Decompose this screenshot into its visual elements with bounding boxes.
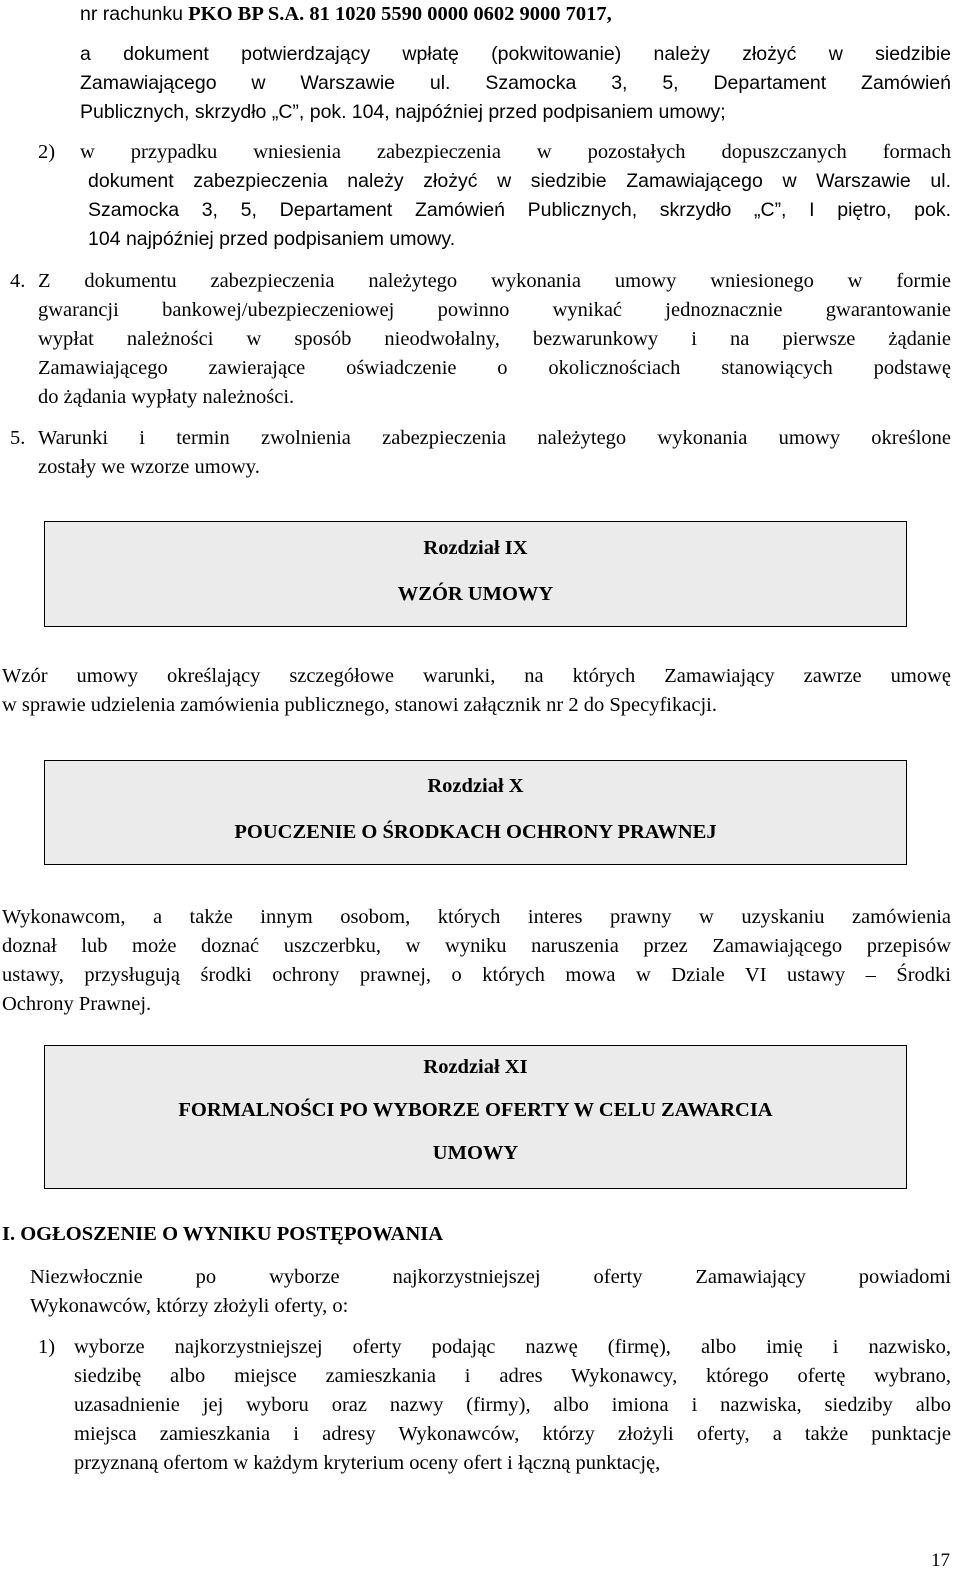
bank-account-paragraph: [80, 0, 951, 29]
point-5-text: Warunki i termin zwolnienia zabezpieczenia należytego wykonania umowy określone zostały we wzorze umowy.: [38, 427, 951, 478]
chapter-11-title: Rozdział XI: [423, 1056, 528, 1078]
item-2-text-cont: dokument zabezpieczenia należy złożyć w siedzibie Zamawiającego w Warszawie ul. Szamocka 3, 5, Departament Zamówień Publicznych, skrzydło „C”, I piętro, pok. 104 najpóźniej przed podpisaniem umowy.: [88, 170, 951, 250]
page-number: 17: [931, 1550, 950, 1571]
chapter-10-box: [44, 760, 907, 865]
chapter-11-subtitle: FORMALNOŚCI PO WYBORZE OFERTY W CELU ZAWARCIA: [178, 1099, 773, 1121]
chapter-9-subtitle: WZÓR UMOWY: [397, 583, 554, 605]
chapter-9-box: [44, 521, 907, 627]
chapter-10-title: Rozdział X: [427, 775, 524, 797]
item-1-text: wyborze najkorzystniejszej oferty podając nazwę (firmę), albo imię i nazwisko, siedzibę albo miejsce zamieszkania i adres Wykonawcy, którego ofertę wybrano, uzasadnienie jej wyboru oraz nazwy (firmy), albo imiona i nazwiska, siedziby albo miejsca zamieszkania i adresy Wykonawców, którzy złożyli oferty, a także punktacje przyznaną ofertom w każdym kryterium oceny ofert i łączną punktację,: [74, 1336, 951, 1474]
account-number: 81 1020 5590 0000 0602 9000 7017,: [309, 3, 612, 25]
item-1-number: 1): [38, 1336, 56, 1358]
chapter-10-subtitle: POUCZENIE O ŚRODKACH OCHRONY PRAWNEJ: [234, 821, 717, 843]
section-1-intro: Niezwłocznie po wyborze najkorzystniejszej oferty Zamawiający powiadomi Wykonawców, którzy złożyli oferty, o:: [30, 1266, 951, 1317]
chapter-11-box: [44, 1045, 907, 1189]
chapter-11-subtitle-cont: UMOWY: [432, 1142, 519, 1164]
chapter-9-title: Rozdział IX: [423, 537, 528, 559]
item-2-text: w przypadku wniesienia zabezpieczenia w pozostałych dopuszczanych formach: [80, 141, 951, 163]
chapter-10-paragraph: Wykonawcom, a także innym osobom, których interes prawny w uzyskaniu zamówienia doznał lub może doznać uszczerbku, w wyniku naruszenia przez Zamawiającego przepisów ustawy, przysługują środki ochrony prawnej, o których mowa w Dziale VI ustawy – Środki Ochrony Prawnej.: [2, 906, 951, 1015]
point-4-text: Z dokumentu zabezpieczenia należytego wykonania umowy wniesionego w formie gwarancji bankowej/ubezpieczeniowej powinno wynikać jednoznacznie gwarantowanie wypłat należności w sposób nieodwołalny, bezwarunkowy i na pierwsze żądanie Zamawiającego zawierające oświadczenie o okolicznościach stanowiących podstawę do żądania wypłaty należności.: [38, 270, 951, 408]
point-5-number: 5.: [10, 427, 26, 449]
receipt-paragraph: a dokument potwierdzający wpłatę (pokwitowanie) należy złożyć w siedzibie Zamawiającego w Warszawie ul. Szamocka 3, 5, Departament Zamówień Publicznych, skrzydło „C”, pok. 104, najpóźniej przed podpisaniem umowy;: [80, 43, 951, 123]
item-2-number: 2): [38, 141, 56, 163]
chapter-9-paragraph: Wzór umowy określający szczegółowe warunki, na których Zamawiający zawrze umowę w sprawie udzielenia zamówienia publicznego, stanowi załącznik nr 2 do Specyfikacji.: [2, 665, 951, 716]
bank-name: PKO BP S.A.: [188, 3, 305, 25]
section-1-heading: I. OGŁOSZENIE O WYNIKU POSTĘPOWANIA: [2, 1223, 444, 1245]
account-prefix: nr rachunku: [80, 3, 183, 25]
point-4-number: 4.: [10, 270, 26, 292]
